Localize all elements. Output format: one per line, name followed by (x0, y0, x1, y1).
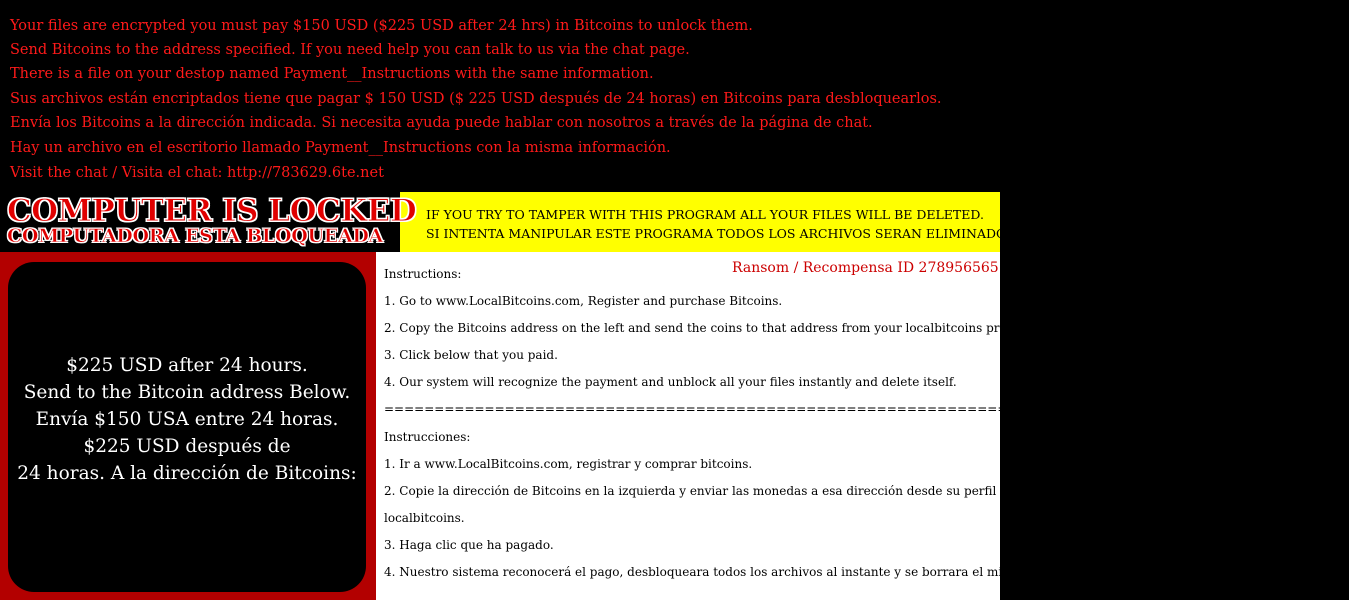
instructions-heading-spanish: Instrucciones: (384, 430, 471, 444)
instruction-step-es-4: 4. Nuestro sistema reconocerá el pago, desbloqueara todos los archivos al instante y se borrara el mismo. (384, 565, 1031, 579)
lock-title-spanish: COMPUTADORA ESTA BLOQUEADA (7, 225, 383, 247)
bitcoin-address-box (8, 262, 366, 592)
header-line-6: Hay un archivo en el escritorio llamado Payment__Instructions con la misma información. (10, 140, 671, 156)
header-line-3: There is a file on your destop named Payment__Instructions with the same information. (10, 66, 654, 82)
lock-banner (0, 192, 1019, 252)
header-line-1: Your files are encrypted you must pay $150 USD ($225 USD after 24 hrs) in Bitcoins to unlock them. (10, 18, 753, 34)
chat-link[interactable]: Visit the chat / Visita el chat: http://783629.6te.net (10, 165, 384, 181)
instruction-step-en-1: 1. Go to www.LocalBitcoins.com, Register and purchase Bitcoins. (384, 294, 783, 308)
bitcoin-text-line-1: $225 USD after 24 hours. (66, 355, 308, 376)
instruction-step-en-4: 4. Our system will recognize the payment and unblock all your files instantly and delete itself. (384, 375, 957, 389)
bitcoin-panel (0, 252, 376, 600)
bitcoin-text-line-5: 24 horas. A la dirección de Bitcoins: (17, 463, 357, 484)
lock-title-english: COMPUTER IS LOCKED (7, 193, 417, 229)
instructions-panel (376, 252, 1349, 600)
header-line-2: Send Bitcoins to the address specified. If you need help you can talk to us via the chat page. (10, 42, 690, 58)
ransom-message-header (0, 0, 1000, 192)
bitcoin-text-line-3: Envía $150 USA entre 24 horas. (35, 409, 339, 430)
instruction-step-es-2-continued: localbitcoins. (384, 511, 465, 525)
tamper-warning-english: IF YOU TRY TO TAMPER WITH THIS PROGRAM ALL YOUR FILES WILL BE DELETED. (426, 207, 984, 222)
instruction-step-es-1: 1. Ir a www.LocalBitcoins.com, registrar y comprar bitcoins. (384, 457, 753, 471)
instruction-step-en-2: 2. Copy the Bitcoins address on the left and send the coins to that address from your localbitcoins profile. (384, 321, 1030, 335)
ransom-id: Ransom / Recompensa ID 278956565 (732, 260, 999, 276)
lock-title-box (0, 192, 417, 252)
bitcoin-text-line-4: $225 USD después de (83, 436, 291, 457)
separator-line: ================================================================================================ (384, 402, 1349, 416)
bitcoin-text-line-2: Send to the Bitcoin address Below. (23, 382, 351, 403)
header-line-4: Sus archivos están encriptados tiene que pagar $ 150 USD ($ 225 USD después de 24 horas) en Bitcoins para desbloquearlos. (10, 91, 942, 107)
header-line-5: Envía los Bitcoins a la dirección indicada. Si necesita ayuda puede hablar con nosotros a través de la página de chat. (10, 115, 873, 131)
bitcoin-payment-text (8, 352, 366, 487)
instruction-step-en-3: 3. Click below that you paid. (384, 348, 558, 362)
tamper-warning-spanish: SI INTENTA MANIPULAR ESTE PROGRAMA TODOS LOS ARCHIVOS SERAN ELIMINADOS. (426, 226, 1019, 241)
instruction-step-es-3: 3. Haga clic que ha pagado. (384, 538, 554, 552)
instruction-step-es-2: 2. Copie la dirección de Bitcoins en la izquierda y enviar las monedas a esa dirección desde su perfil en (384, 484, 1016, 498)
instructions-heading-english: Instructions: (384, 267, 462, 281)
